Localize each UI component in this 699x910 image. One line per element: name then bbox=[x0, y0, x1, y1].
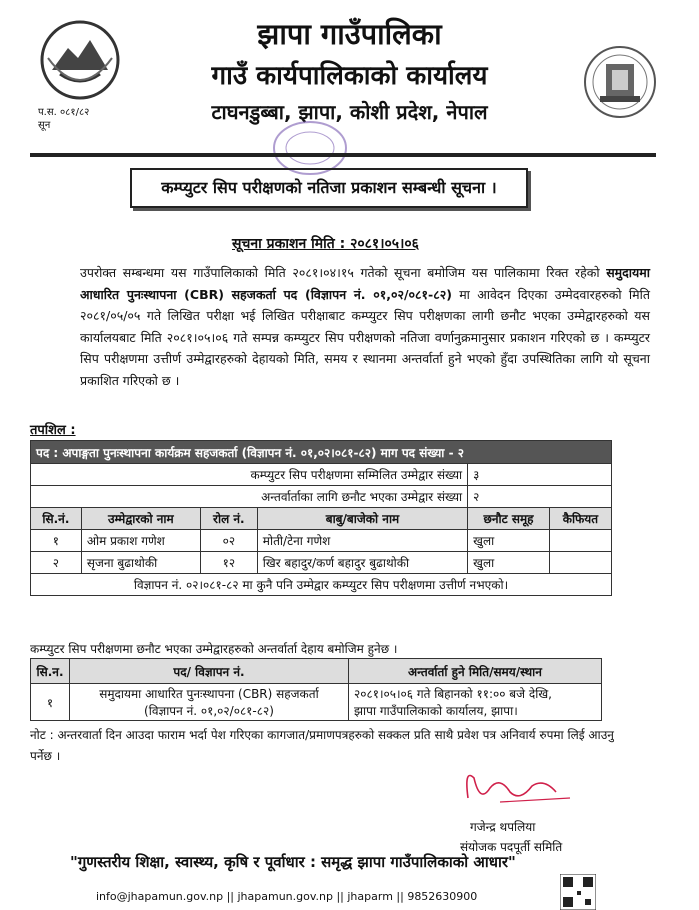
notice-title: कम्प्युटर सिप परीक्षणको नतिजा प्रकाशन सम्बन्धी सूचना । bbox=[130, 168, 528, 208]
row-candidate: सृजना बुढाथोकी bbox=[81, 552, 200, 574]
notice-body bbox=[80, 262, 650, 391]
row-sn: २ bbox=[31, 552, 82, 574]
col-sn: सि.नं. bbox=[31, 508, 82, 530]
qr-code-icon bbox=[560, 874, 596, 910]
body-text-2: मा आवेदन दिएका उम्मेदवारहरुको मिति २०८१/०५/०५ गते लिखित परीक्षा भई लिखित परीक्षाबाट कम्प्युटर सिप परीक्षणका लागी छनौट भएका उम्मेद्वारहरुको यस कार्यालयबाट मिति २०८१।०५।०६ गते सम्पन्न कम्प्युटर सिप परीक्षणको नतिजा वर्णानुक्रमानुसार प्रकाशन गरिएको छ । कम्प्युटर सिप परीक्षणमा उत्तीर्ण उम्मेद्वारहरुको देहायको मिति, समय र स्थानमा अन्तर्वार्ता हुने भएको हुँदा उपस्थितिका लागि यो सूचना प्रकाशित गरिएको छ । bbox=[80, 286, 650, 388]
row-when bbox=[348, 684, 601, 721]
details-heading: तपशिल : bbox=[30, 423, 76, 438]
row-sn: १ bbox=[31, 530, 82, 552]
col-interview-when: अन्तर्वार्ता हुने मिति/समय/स्थान bbox=[348, 659, 601, 684]
footer-contacts: info@jhapamun.gov.np || jhapamun.gov.np || jhaparm || 9852630900 bbox=[96, 890, 478, 903]
col-post: पद/ विज्ञापन नं. bbox=[70, 659, 349, 684]
chalani-number: सून bbox=[38, 120, 51, 131]
body-text-1: उपरोक्त सम्बन्धमा यस गाउँपालिकाको मिति २०८१।०४।१५ गतेको सूचना बमोजिम यस पालिकामा रिक्त रहेको bbox=[80, 265, 607, 280]
patra-sankhya: प.स. ०८१/८२ bbox=[38, 107, 90, 118]
municipality-name: झापा गाउँपालिका bbox=[257, 17, 442, 51]
row-group: खुला bbox=[468, 530, 550, 552]
table-row bbox=[31, 684, 602, 721]
when-line-1: २०८१।०५।०६ गते बिहानको ११:०० बजे देखि, bbox=[353, 687, 552, 701]
results-table-header: पद : अपाङ्गता पुनःस्थापना कार्यक्रम सहजकर्ता (विज्ञापन नं. ०१,०२।०८१-८२) माग पद संख्या - २ bbox=[31, 441, 612, 464]
col-sn: सि.न. bbox=[31, 659, 70, 684]
publication-date: सूचना प्रकाशन मिति : २०८१।०५।०६ bbox=[232, 236, 419, 252]
signature bbox=[460, 758, 670, 818]
office-address: टाघनडुब्बा, झापा, कोशी प्रदेश, नेपाल bbox=[211, 100, 488, 124]
row-candidate: ओम प्रकाश गणेश bbox=[81, 530, 200, 552]
participated-label: कम्प्युटर सिप परीक्षणमा सम्मिलित उम्मेद्वार संख्या bbox=[31, 464, 468, 486]
participated-value: ३ bbox=[468, 464, 612, 486]
row-group: खुला bbox=[468, 552, 550, 574]
table-row bbox=[31, 530, 612, 552]
note-text: नोट : अन्तरवार्ता दिन आउदा फाराम भर्दा पेश गरिएका कागजात/प्रमाणपत्रहरुको सक्कल प्रति साथै प्रवेश पत्र अनिवार्य रुपमा लिई आउनु पर्नेछ । bbox=[30, 728, 614, 763]
col-candidate-name: उम्मेद्वारको नाम bbox=[81, 508, 200, 530]
interview-caption: कम्प्युटर सिप परीक्षणमा छनौट भएका उम्मेद्वारहरुको अन्तर्वार्ता देहाय बमोजिम हुनेछ । bbox=[30, 642, 398, 656]
signer-title: संयोजक पदपूर्ती समिति bbox=[460, 840, 563, 854]
signer-name: गजेन्द्र थपलिया bbox=[470, 820, 536, 834]
post-line-2: (विज्ञापन नं. ०१,०२/०८१-८२) bbox=[144, 704, 274, 718]
row-roll: ०२ bbox=[200, 530, 257, 552]
col-remarks: कैफियत bbox=[549, 508, 611, 530]
office-name: गाउँ कार्यपालिकाको कार्यालय bbox=[211, 61, 488, 91]
row-parent: खिर बहादुर/कर्ण बहादुर बुढाथोकी bbox=[257, 552, 467, 574]
shortlisted-value: २ bbox=[468, 486, 612, 508]
col-group: छनौट समूह bbox=[468, 508, 550, 530]
row-remarks bbox=[549, 552, 611, 574]
reference-numbers bbox=[38, 106, 89, 132]
post-line-1: समुदायमा आधारित पुनःस्थापना (CBR) सहजकर्ता bbox=[99, 687, 319, 701]
col-parent-name: बाबु/बाजेको नाम bbox=[257, 508, 467, 530]
table-row bbox=[31, 552, 612, 574]
row-sn: १ bbox=[31, 684, 70, 721]
row-roll: १२ bbox=[200, 552, 257, 574]
col-roll-no: रोल नं. bbox=[200, 508, 257, 530]
body-post-name: समुदायमा आधारित पुनःस्थापना (CBR) सहजकर्ता पद (विज्ञापन नं. ०१,०२/०८१-८२) bbox=[80, 265, 650, 302]
row-post bbox=[70, 684, 349, 721]
shortlisted-label: अन्तर्वार्ताका लागि छनौट भएका उम्मेद्वार संख्या bbox=[31, 486, 468, 508]
results-footnote: विज्ञापन नं. ०२।०८१-८२ मा कुनै पनि उम्मेद्वार कम्प्युटर सिप परीक्षणमा उत्तीर्ण नभएको। bbox=[31, 574, 612, 596]
footer-motto: "गुणस्तरीय शिक्षा, स्वास्थ्य, कृषि र पूर्वाधार : समृद्ध झापा गाउँपालिकाको आधार" bbox=[70, 853, 516, 871]
signature-scribble bbox=[460, 758, 670, 818]
row-parent: मोती/टेना गणेश bbox=[257, 530, 467, 552]
header-divider bbox=[30, 153, 656, 157]
interview-table bbox=[30, 658, 602, 721]
row-remarks bbox=[549, 530, 611, 552]
results-table bbox=[30, 440, 612, 596]
when-line-2: झापा गाउँपालिकाको कार्यालय, झापा। bbox=[353, 704, 518, 718]
